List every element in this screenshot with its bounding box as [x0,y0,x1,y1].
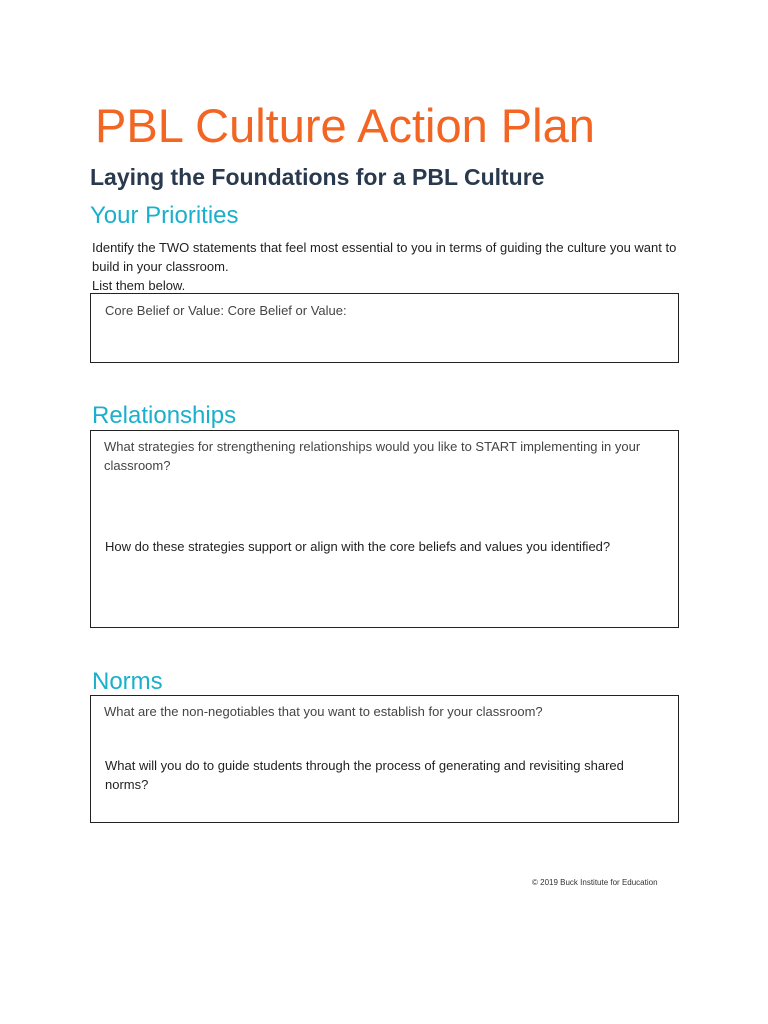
priorities-box-text: Core Belief or Value: Core Belief or Value: [105,303,347,318]
priorities-intro-line2: List them below. [92,278,186,293]
relationships-box[interactable] [90,430,679,628]
norms-box[interactable] [90,695,679,823]
norms-question-1: What are the non-negotiables that you want to establish for your classroom? [104,704,543,719]
relationships-heading: Relationships [92,402,237,429]
priorities-box[interactable] [90,293,679,363]
page-subtitle: Laying the Foundations for a PBL Culture [90,164,545,190]
priorities-heading: Your Priorities [90,202,239,229]
relationships-question-1: What strategies for strengthening relationships would you like to START implementing in your classroom? [104,439,641,473]
priorities-intro-line1: Identify the TWO statements that feel most essential to you in terms of guiding the culture you want to build in your classroom. [92,240,677,274]
priorities-intro [92,238,682,295]
norms-question-2: What will you do to guide students through the process of generating and revisiting shared norms? [105,758,624,792]
page-title: PBL Culture Action Plan [95,99,595,152]
relationships-question-2: How do these strategies support or align with the core beliefs and values you identified? [105,539,611,554]
copyright-footer: © 2019 Buck Institute for Education [532,878,658,887]
norms-heading: Norms [92,668,163,695]
